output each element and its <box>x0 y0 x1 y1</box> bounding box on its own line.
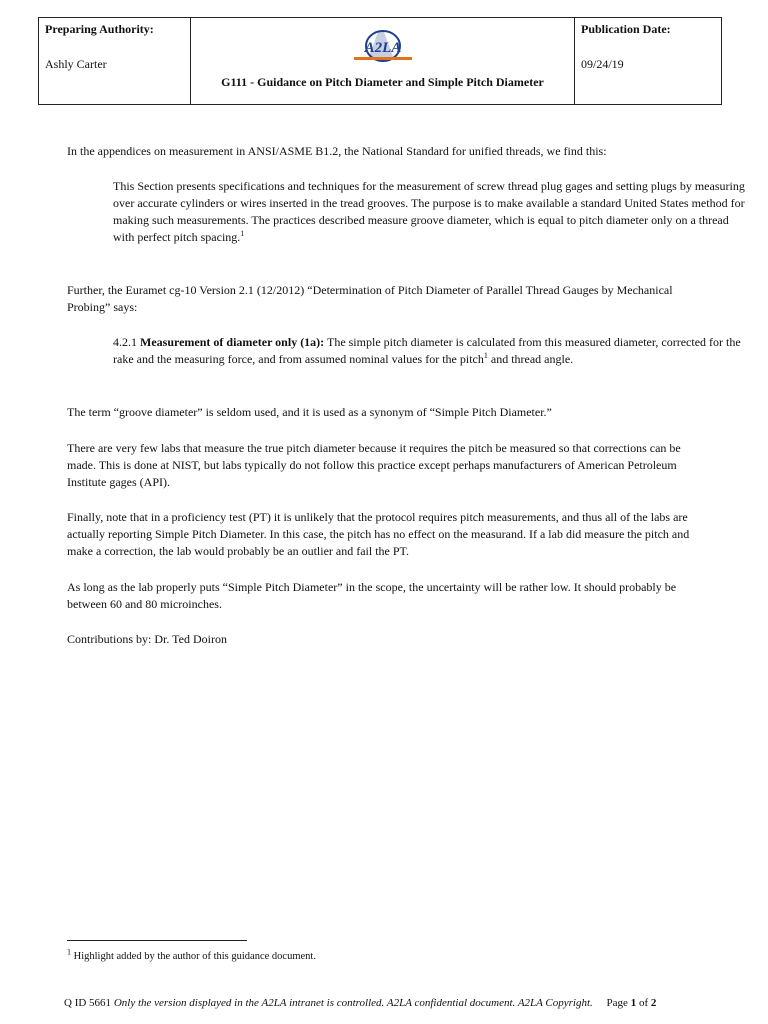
preparing-authority-cell <box>39 18 191 104</box>
preparing-authority-label: Preparing Authority: <box>45 22 154 36</box>
page-number <box>607 997 657 1009</box>
paragraph-scope-text: As long as the lab properly puts “Simple Pitch Diameter” in the scope, the uncertainty will be rather low. It should probably be between 60 and 80 microinches. <box>67 580 677 611</box>
quote-ansi <box>67 178 745 246</box>
footnote-divider <box>67 940 247 941</box>
footnote-ref-2: 1 <box>483 351 488 360</box>
publication-date-cell <box>575 18 721 104</box>
quote-euramet <box>67 334 745 368</box>
quote-ansi-body: This Section presents specifications and techniques for the measurement of screw thread plug gages and setting plugs by measuring over accurate cylinders or wires inserted in the tread grooves. The purpose is to make available a standard United States method for making such measurements. The practices described measure groove diameter, which is equal to pitch diameter only on a thread with perfect pitch spacing. <box>113 179 745 244</box>
publication-date-label: Publication Date: <box>581 22 671 36</box>
section-number: 4.2.1 <box>113 335 137 349</box>
of-word: of <box>638 997 649 1009</box>
paragraph-pt-text: Finally, note that in a proficiency test (PT) it is unlikely that the protocol requires pitch measurements, and thus all of the labs are actually reporting Simple Pitch Diameter. In this case, the pitch has no effect on the measurand. If a lab did measure the pitch and make a correction, the lab would probably be an outlier and fail the PT. <box>67 510 690 558</box>
page-total: 2 <box>650 997 657 1009</box>
title-cell <box>191 18 575 104</box>
contributions-text: Contributions by: Dr. Ted Doiron <box>67 632 227 646</box>
page-current: 1 <box>630 997 637 1009</box>
quote-ansi-text <box>113 178 745 246</box>
paragraph-labs <box>67 440 699 491</box>
paragraph-euramet <box>67 282 699 316</box>
paragraph-euramet-text: Further, the Euramet cg-10 Version 2.1 (12/2012) “Determination of Pitch Diameter of Parallel Thread Gauges by Mechanical Probing” says: <box>67 283 673 314</box>
paragraph-groove <box>67 404 699 421</box>
contributions <box>67 631 699 648</box>
document-title: G111 - Guidance on Pitch Diameter and Simple Pitch Diameter <box>221 75 544 89</box>
footnote-text: Highlight added by the author of this guidance document. <box>73 951 316 962</box>
header-table <box>38 17 722 105</box>
quote-euramet-text <box>113 334 745 368</box>
a2la-logo <box>350 26 416 66</box>
footnote <box>67 948 316 965</box>
paragraph-labs-text: There are very few labs that measure the true pitch diameter because it requires the pitch be measured so that corrections can be made. This is done at NIST, but labs typically do not follow this practice except perhaps manufacturers of American Petroleum Institute gages (API). <box>67 441 681 489</box>
publication-date-value: 09/24/19 <box>581 57 624 71</box>
quote-euramet-body: The simple pitch diameter is calculated from this measured diameter, corrected for the rake and the measuring force, and from assumed nominal values for the pitch <box>113 335 741 366</box>
svg-text:A2LA: A2LA <box>364 40 401 56</box>
footnote-number: 1 <box>67 947 71 957</box>
page-word: Page <box>606 997 628 1009</box>
paragraph-scope <box>67 579 699 613</box>
footer-qid: Q ID 5661 <box>64 997 112 1009</box>
section-heading: Measurement of diameter only (1a): <box>140 335 325 349</box>
paragraph-intro-text: In the appendices on measurement in ANSI/ASME B1.2, the National Standard for unified threads, we find this: <box>67 144 607 158</box>
paragraph-groove-text: The term “groove diameter” is seldom used, and it is used as a synonym of “Simple Pitch Diameter.” <box>67 405 552 419</box>
paragraph-pt <box>67 509 699 560</box>
quote-euramet-end: and thread angle. <box>490 352 574 366</box>
preparing-authority-value: Ashly Carter <box>45 57 107 71</box>
footer-note: Only the version displayed in the A2LA intranet is controlled. A2LA confidential document. A2LA Copyright. <box>113 997 593 1009</box>
page-footer <box>64 995 656 1012</box>
paragraph-intro <box>67 143 699 160</box>
footnote-ref: 1 <box>240 229 245 238</box>
